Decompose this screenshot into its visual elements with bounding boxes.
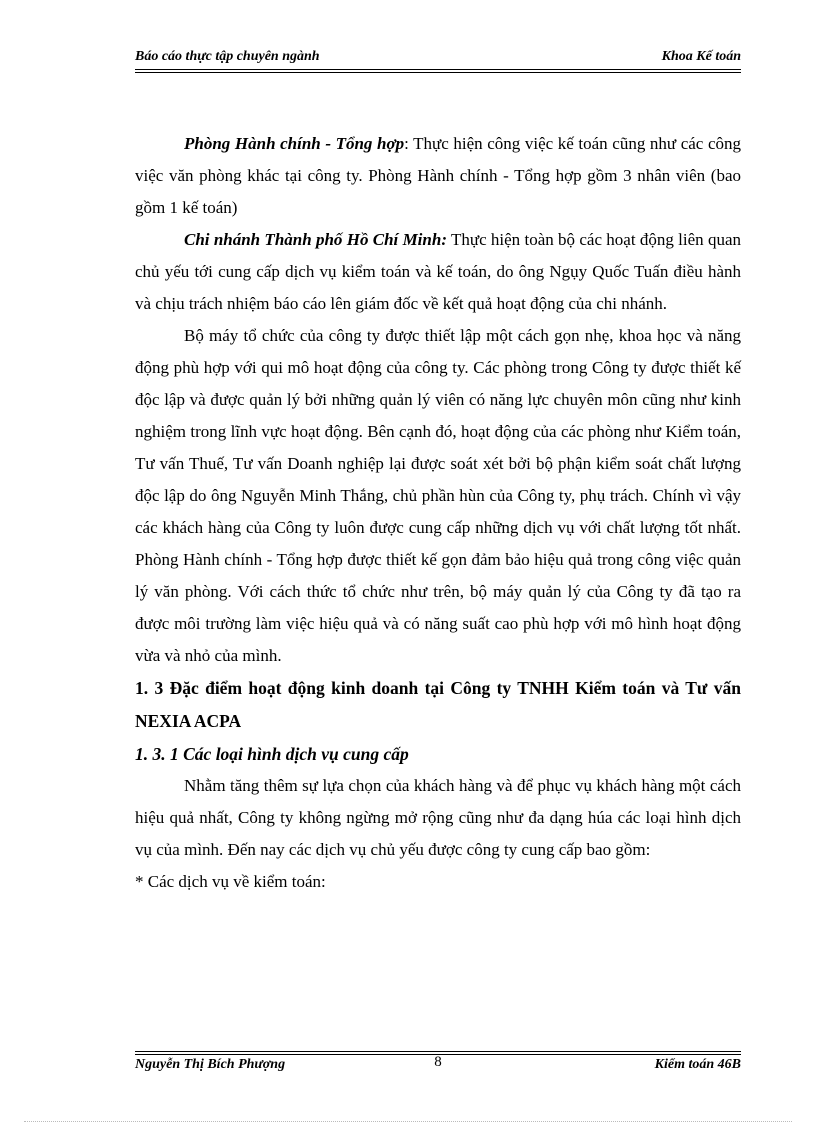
hcm-branch-label: Chi nhánh Thành phố Hồ Chí Minh: bbox=[184, 230, 447, 249]
footer-author: Nguyễn Thị Bích Phượng bbox=[135, 1057, 286, 1072]
page-header bbox=[135, 49, 741, 69]
footer-class: Kiểm toán 46B bbox=[654, 1057, 741, 1072]
page-footer bbox=[135, 1054, 741, 1077]
header-right-text: Khoa Kế toán bbox=[661, 49, 741, 64]
page-number: 8 bbox=[434, 1054, 442, 1070]
page-body bbox=[135, 128, 741, 898]
admin-dept-text: : Thực hiện công việc kế toán cũng như các công việc văn phòng khác tại công ty. Phòng Hành chính - Tổng hợp gồm 3 nhân viên (bao gồm 1 kế toán) bbox=[135, 134, 741, 217]
section-heading-1-3: 1. 3 Đặc điểm hoạt động kinh doanh tại Công ty TNHH Kiểm toán và Tư vấn NEXIA ACPA bbox=[135, 678, 741, 731]
hcm-branch-text: Thực hiện toàn bộ các hoạt động liên quan chủ yếu tới cung cấp dịch vụ kiểm toán và kế toán, do ông Ngụy Quốc Tuấn điều hành và chịu trách nhiệm báo cáo lên giám đốc về kết quả hoạt động của chi nhánh. bbox=[135, 230, 741, 313]
paragraph-admin-dept bbox=[135, 128, 741, 224]
page-bottom-edge bbox=[24, 1121, 792, 1122]
section-heading-1-3-1: 1. 3. 1 Các loại hình dịch vụ cung cấp bbox=[135, 744, 409, 764]
admin-dept-label: Phòng Hành chính - Tổng hợp bbox=[184, 134, 405, 153]
bullet-audit-services: * Các dịch vụ về kiểm toán: bbox=[135, 872, 326, 891]
header-left-text: Báo cáo thực tập chuyên ngành bbox=[135, 49, 320, 64]
paragraph-org-structure: Bộ máy tổ chức của công ty được thiết lập một cách gọn nhẹ, khoa học và năng động phù hợp với qui mô hoạt động của công ty. Các phòng trong Công ty được thiết kế độc lập và được quản lý bởi những quản lý viên có năng lực chuyên môn cũng như kinh nghiệm trong lĩnh vực hoạt động. Bên cạnh đó, hoạt động của các phòng như Kiểm toán, Tư vấn Thuế, Tư vấn Doanh nghiệp lại được soát xét bởi bộ phận kiểm soát chất lượng độc lập do ông Nguyễn Minh Thắng, chủ phần hùn của Công ty, phụ trách. Chính vì vậy các khách hàng của Công ty luôn được cung cấp những dịch vụ với chất lượng tốt nhất. Phòng Hành chính - Tổng hợp được thiết kế gọn đảm bảo hiệu quả trong công việc quản lý văn phòng. Với cách thức tổ chức như trên, bộ máy quản lý của Công ty đã tạo ra được môi trường làm việc hiệu quả và có năng suất cao phù hợp với mô hình hoạt động vừa và nhỏ của mình. bbox=[135, 326, 741, 665]
header-divider bbox=[135, 69, 741, 73]
paragraph-hcm-branch bbox=[135, 224, 741, 320]
paragraph-services: Nhằm tăng thêm sự lựa chọn của khách hàng và để phục vụ khách hàng một cách hiệu quả nhất, Công ty không ngừng mở rộng cũng như đa dạng húa các loại hình dịch vụ của mình. Đến nay các dịch vụ chủ yếu được công ty cung cấp bao gồm: bbox=[135, 776, 741, 859]
